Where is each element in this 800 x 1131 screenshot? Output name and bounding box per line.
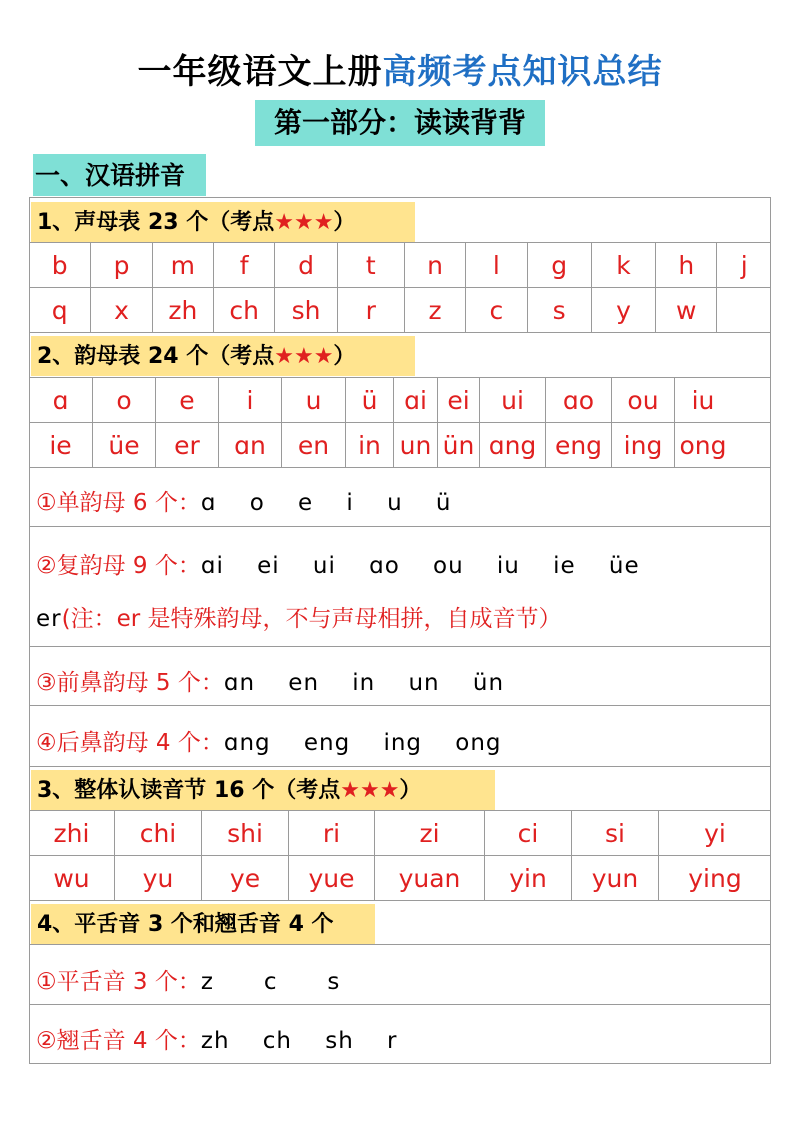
s4-line-flat-tongue [36, 963, 340, 996]
divider [29, 900, 771, 901]
s3-stars: ★★★ [340, 778, 400, 803]
pinyin-cell: x [91, 288, 152, 332]
title-black: 一年级语文上册 [137, 52, 383, 92]
pinyin-cell: k [592, 243, 656, 287]
pinyin-cell: si [572, 811, 659, 855]
pinyin-cell: en [282, 423, 346, 467]
pinyin-cell: ou [612, 378, 675, 422]
pinyin-cell: ün [438, 423, 480, 467]
value: z c s [200, 969, 341, 995]
pinyin-cell: g [528, 243, 592, 287]
s4-header [29, 902, 771, 946]
value: zh ch sh r [200, 1028, 398, 1054]
pinyin-cell: e [156, 378, 219, 422]
pinyin-cell: ri [289, 811, 375, 855]
s1-header [29, 200, 771, 244]
s3-header-close: ） [399, 778, 422, 803]
divider [29, 705, 771, 706]
pinyin-cell: z [405, 288, 466, 332]
label: ①单韵母 6 个： [36, 490, 201, 516]
s4-header-highlight [31, 904, 375, 944]
pinyin-cell: yin [485, 856, 572, 900]
pinyin-cell: c [466, 288, 527, 332]
s2-line-back-nasal [36, 724, 502, 757]
s2-header [29, 334, 771, 378]
pinyin-cell: ɑn [219, 423, 282, 467]
divider [29, 944, 771, 945]
pinyin-cell: ui [480, 378, 546, 422]
s1-header-close: ） [333, 210, 356, 235]
pinyin-cell: in [346, 423, 394, 467]
pinyin-cell: zi [375, 811, 485, 855]
pinyin-cell: yun [572, 856, 659, 900]
pinyin-cell: t [338, 243, 405, 287]
note: (注：er 是特殊韵母，不与声母相拼，自成音节） [61, 606, 562, 632]
pinyin-cell: ɑo [546, 378, 612, 422]
s1-grid-row2 [29, 288, 771, 332]
label: ②复韵母 9 个： [36, 553, 201, 579]
s2-stars: ★★★ [274, 344, 334, 369]
value: ɑ o e i u ü [200, 490, 452, 516]
pinyin-cell: zhi [29, 811, 115, 855]
pinyin-cell: p [91, 243, 152, 287]
pinyin-cell: ing [612, 423, 675, 467]
label: ③前鼻韵母 5 个： [36, 670, 224, 696]
pinyin-cell: s [528, 288, 592, 332]
document-title [0, 44, 800, 93]
pinyin-cell: ü [346, 378, 394, 422]
pinyin-cell: yi [704, 818, 726, 848]
pinyin-cell: ong [679, 430, 727, 460]
section-heading: 一、汉语拼音 [33, 154, 206, 196]
s2-line-er-note [36, 600, 562, 633]
divider [29, 332, 771, 333]
s2-line-compound-finals [36, 547, 640, 580]
value: ɑn en in un ün [223, 670, 505, 696]
label: ①平舌音 3 个： [36, 969, 201, 995]
pinyin-cell: ci [485, 811, 572, 855]
pinyin-cell: ei [438, 378, 480, 422]
pinyin-cell: iu [691, 385, 715, 415]
divider [29, 467, 771, 468]
pinyin-cell: h [656, 243, 717, 287]
s3-header [29, 768, 771, 812]
pinyin-cell: w [656, 288, 717, 332]
s1-stars: ★★★ [274, 210, 334, 235]
divider [29, 766, 771, 767]
pinyin-cell: üe [93, 423, 156, 467]
pinyin-cell: sh [275, 288, 337, 332]
pinyin-cell: u [282, 378, 346, 422]
pinyin-cell: m [153, 243, 214, 287]
pinyin-cell: zh [153, 288, 214, 332]
s2-grid-row2 [29, 423, 771, 467]
pinyin-cell: er [156, 423, 219, 467]
pinyin-cell: ch [214, 288, 275, 332]
s2-line-simple-finals [36, 484, 451, 517]
pinyin-cell: yu [115, 856, 202, 900]
pinyin-cell: d [275, 243, 337, 287]
s1-grid-row1 [29, 243, 771, 287]
divider [29, 1004, 771, 1005]
pinyin-cell: ying [688, 863, 742, 893]
s2-header-close: ） [333, 344, 356, 369]
label: ②翘舌音 4 个： [36, 1028, 201, 1054]
pinyin-cell: ɑ [29, 378, 93, 422]
pinyin-cell: i [219, 378, 282, 422]
pinyin-cell: f [214, 243, 275, 287]
s3-grid-row1 [29, 811, 771, 855]
pinyin-cell: ie [29, 423, 93, 467]
pinyin-cell: eng [546, 423, 612, 467]
pinyin-cell: ye [202, 856, 289, 900]
pinyin-cell: n [405, 243, 466, 287]
pinyin-cell: chi [115, 811, 202, 855]
s1-header-highlight [31, 202, 415, 242]
s4-header-text: 4、平舌音 3 个和翘舌音 4 个 [37, 912, 334, 937]
label: ④后鼻韵母 4 个： [36, 730, 224, 756]
s1-header-text: 1、声母表 23 个（考点 [37, 210, 275, 235]
pinyin-cell: j [740, 250, 748, 280]
s4-line-retroflex [36, 1022, 398, 1055]
value: ɑi ei ui ɑo ou iu ie üe [200, 553, 640, 579]
s2-line-front-nasal [36, 664, 504, 697]
pinyin-cell: un [394, 423, 438, 467]
pinyin-cell: o [93, 378, 156, 422]
pinyin-cell: shi [202, 811, 289, 855]
pinyin-cell: ɑng [480, 423, 546, 467]
s2-header-highlight [31, 336, 415, 376]
part-heading: 第一部分：读读背背 [255, 100, 545, 146]
divider [29, 646, 771, 647]
divider [29, 526, 771, 527]
pinyin-cell: q [29, 288, 91, 332]
value: er [36, 606, 62, 632]
s3-header-text: 3、整体认读音节 16 个（考点 [37, 778, 341, 803]
pinyin-cell: yuan [375, 856, 485, 900]
pinyin-cell: ɑi [394, 378, 438, 422]
s2-header-text: 2、韵母表 24 个（考点 [37, 344, 275, 369]
pinyin-cell: wu [29, 856, 115, 900]
s3-header-highlight [31, 770, 495, 810]
pinyin-cell [717, 288, 771, 332]
pinyin-cell: b [29, 243, 91, 287]
pinyin-cell: r [338, 288, 405, 332]
title-blue: 高频考点知识总结 [382, 52, 663, 92]
pinyin-cell: yue [289, 856, 375, 900]
s2-grid-row1 [29, 378, 771, 422]
value: ɑng eng ing ong [223, 730, 502, 756]
s3-grid-row2 [29, 856, 771, 900]
pinyin-cell: y [592, 288, 656, 332]
pinyin-cell: l [466, 243, 527, 287]
